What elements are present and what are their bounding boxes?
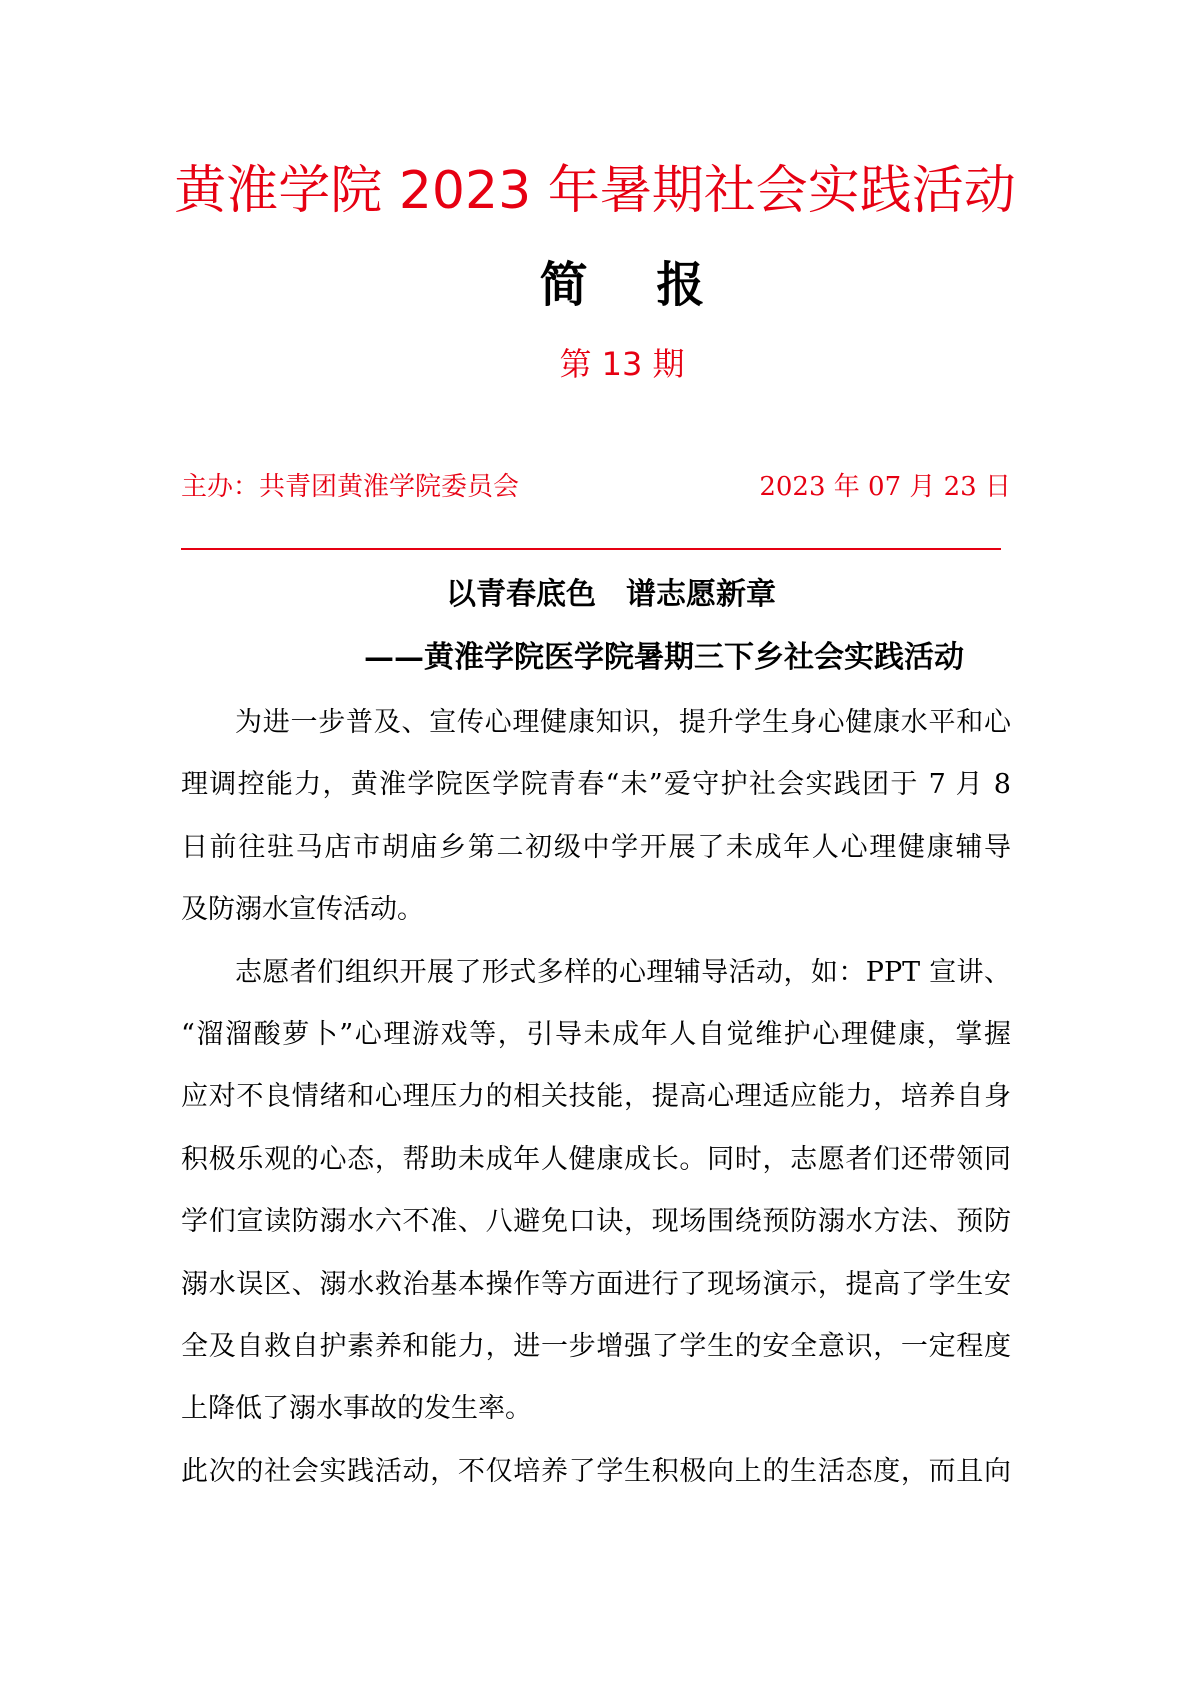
red-divider (181, 548, 1001, 550)
paragraph-2 (181, 942, 1011, 1441)
paragraph-line: 全及自救自护素养和能力，进一步增强了学生的安全意识，一定程度 (181, 1330, 1011, 1362)
paragraph-line: 志愿者们组织开展了形式多样的心理辅导活动，如：PPT 宣讲、 (235, 956, 1011, 988)
paragraph-3 (181, 1441, 1011, 1503)
paragraph-line: 及防溺水宣传活动。 (181, 894, 424, 926)
bulletin-title: 黄淮学院 2023 年暑期社会实践活动 (174, 161, 1016, 221)
article-heading: 以青春底色 谱志愿新章 (446, 577, 776, 612)
bulletin-subtitle: 简 报 (539, 257, 705, 313)
issue-number: 第 13 期 (559, 345, 685, 383)
organizer-line: 主办：共青团黄淮学院委员会 (181, 472, 520, 502)
paragraph-line: 应对不良情绪和心理压力的相关技能，提高心理适应能力，培养自身 (181, 1081, 1011, 1113)
article-body (181, 692, 1011, 1503)
paragraph-line: 为进一步普及、宣传心理健康知识，提升学生身心健康水平和心 (235, 707, 1011, 738)
paragraph-line: 理调控能力，黄淮学院医学院青春“未”爱守护社会实践团于 7 月 8 (181, 769, 1011, 801)
article-subheading: ——黄淮学院医学院暑期三下乡社会实践活动 (364, 640, 964, 675)
paragraph-line: 学们宣读防溺水六不准、八避免口诀，现场围绕预防溺水方法、预防 (181, 1206, 1011, 1238)
paragraph-line: 上降低了溺水事故的发生率。 (181, 1393, 532, 1425)
paragraph-1 (181, 692, 1011, 942)
paragraph-line: “溜溜酸萝卜”心理游戏等，引导未成年人自觉维护心理健康，掌握 (181, 1018, 1011, 1050)
paragraph-line: 日前往驻马店市胡庙乡第二初级中学开展了未成年人心理健康辅导 (181, 831, 1011, 863)
paragraph-line: 积极乐观的心态，帮助未成年人健康成长。同时，志愿者们还带领同 (181, 1143, 1011, 1175)
publish-date: 2023 年 07 月 23 日 (759, 472, 1011, 502)
paragraph-line: 此次的社会实践活动，不仅培养了学生积极向上的生活态度，而且向 (181, 1455, 1011, 1487)
paragraph-line: 溺水误区、溺水救治基本操作等方面进行了现场演示，提高了学生安 (181, 1268, 1011, 1300)
